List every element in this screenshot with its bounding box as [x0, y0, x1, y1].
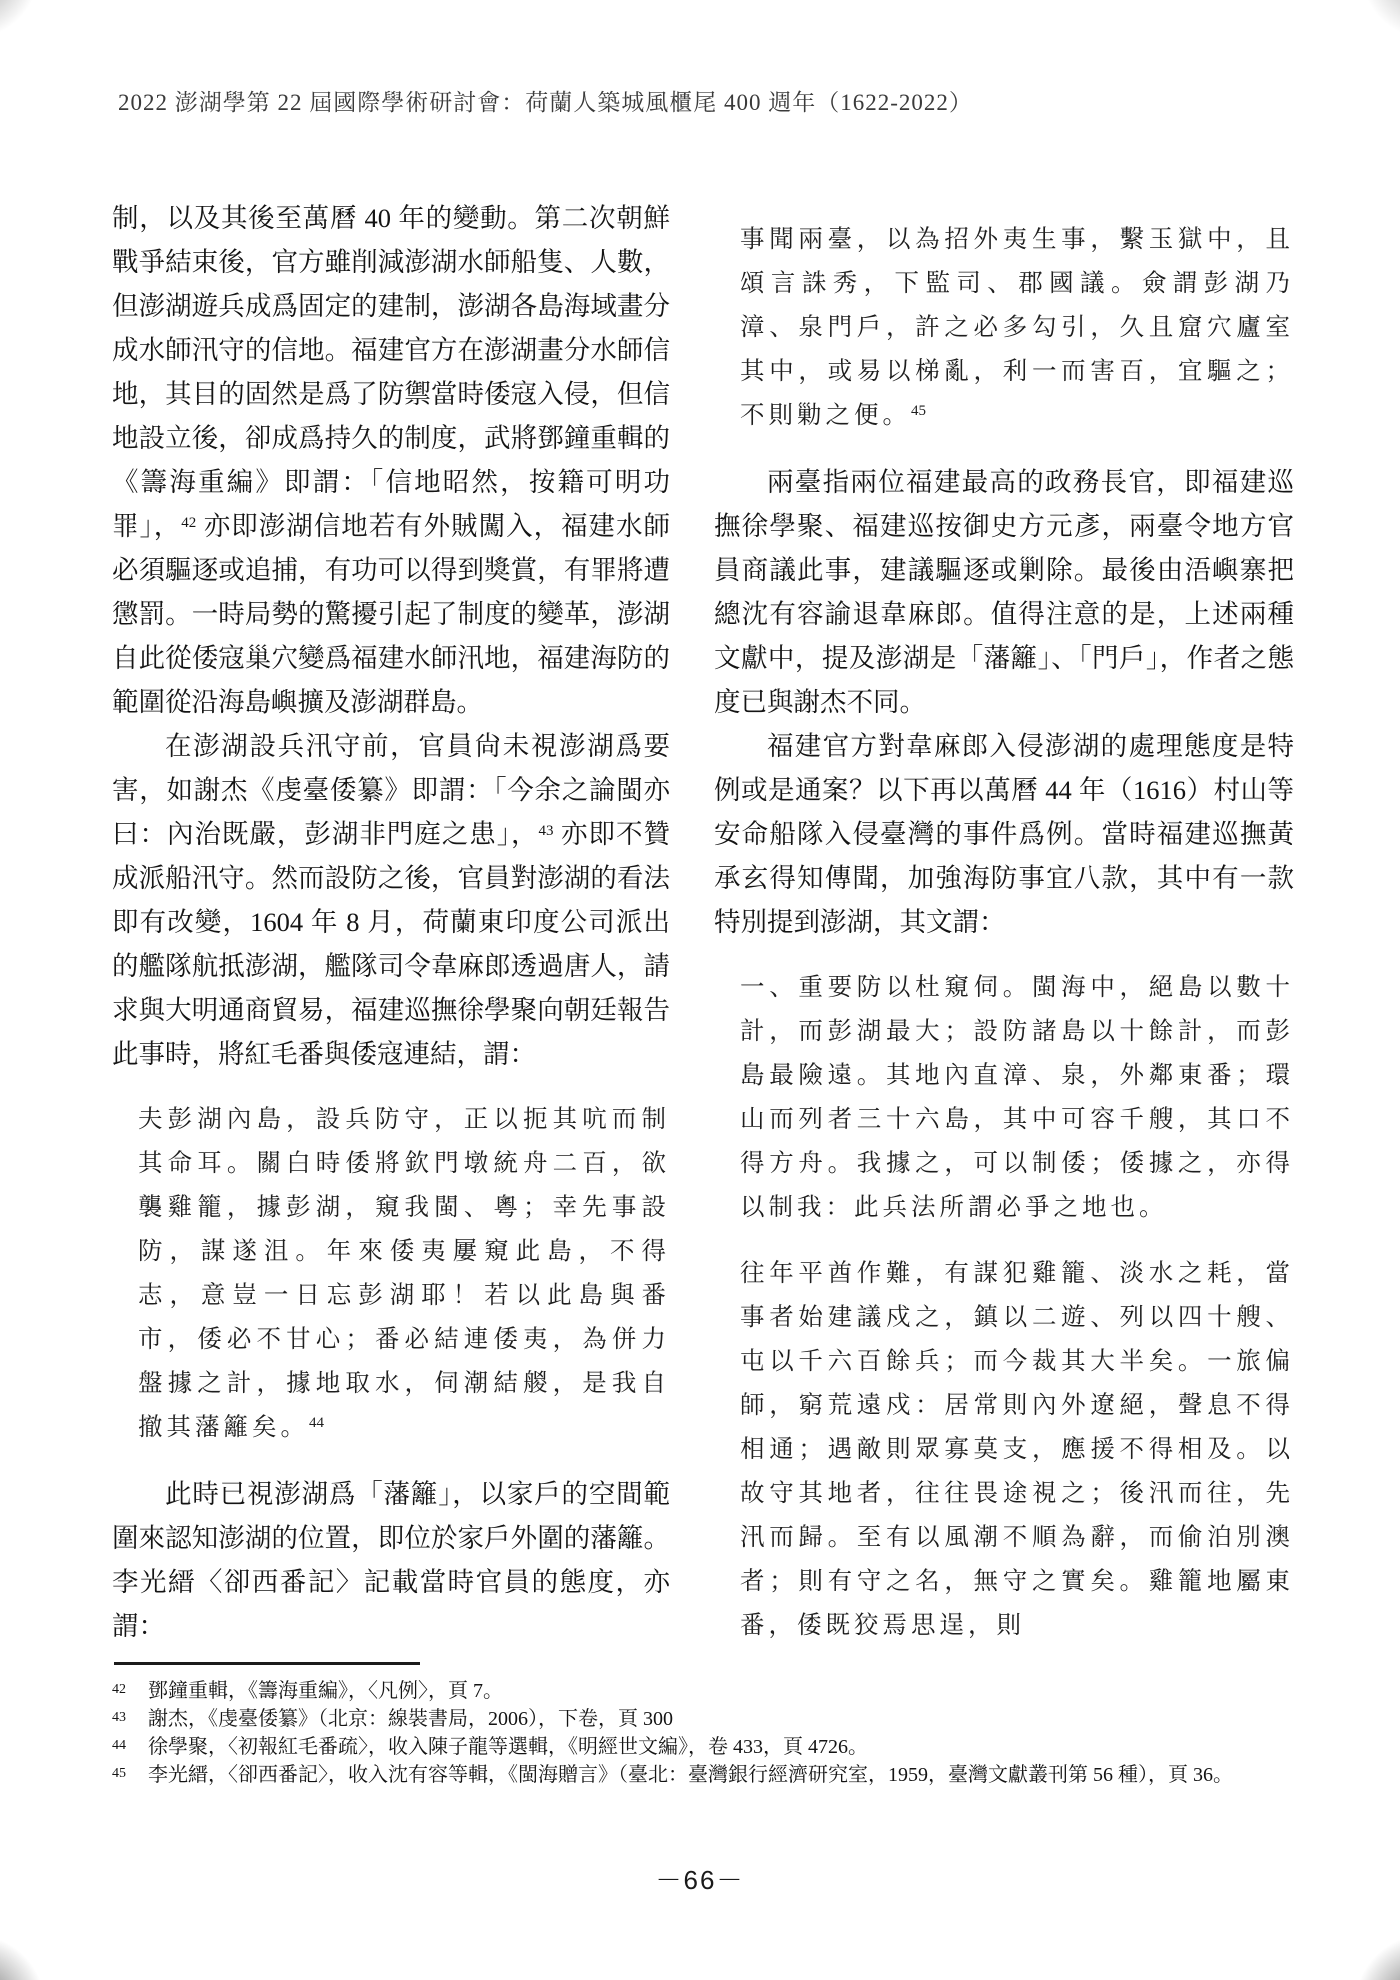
footnote-number: 43	[112, 1710, 126, 1725]
quote-block: 夫彭湖內島，設兵防守，正以扼其吭而制其命耳。關白時倭將欽門墩統舟二百，欲襲雞籠，據彭湖，窺我閩、粵；幸先事設防，謀遂沮。年來倭夷屢窺此島，不得志，意豈一日忘彭湖耶！若以此島與番市，倭必不甘心；番必結連倭夷，為併力盤據之計，據地取水，伺潮結艐，是我自撤其藩籬矣。$^{44}$	[138, 1106, 670, 1441]
footnote-ref: 45	[911, 402, 926, 419]
footnote-list	[112, 1677, 1304, 1789]
footnote-separator	[114, 1662, 420, 1665]
footnote-text: 謝杰，《虔臺倭纂》（北京：線裝書局，2006），下卷，頁 300	[148, 1708, 673, 1730]
footnote-number: 44	[112, 1738, 126, 1753]
scan-artifact-bottom-right	[1356, 1936, 1400, 1980]
footnote-ref: 44	[309, 1414, 324, 1431]
left-column	[112, 196, 670, 1670]
running-header: 2022 澎湖學第 22 屆國際學術研討會：荷蘭人築城風櫃尾 400 週年（1622-2022）	[118, 90, 973, 115]
scan-artifact-bottom-left	[0, 1936, 44, 1980]
footnote-text: 鄧鐘重輯，《籌海重編》，〈凡例〉，頁 7。	[148, 1680, 503, 1702]
body-paragraph: 制，以及其後至萬曆 40 年的變動。第二次朝鮮戰爭結束後，官方雖削減澎湖水師船隻、人數，但澎湖遊兵成爲固定的建制，澎湖各島海域畫分成水師汛守的信地。福建官方在澎湖畫分水師信地，其目的固然是爲了防禦當時倭寇入侵，但信地設立後，卻成爲持久的制度，武將鄧鐘重輯的《籌海重編》即謂：「信地昭然，按籍可明功罪」，$^{42}$ 亦即澎湖信地若有外賊闖入，福建水師必須驅逐或追捕，有功可以得到獎賞，有罪將遭懲罰。一時局勢的驚擾引起了制度的變革，澎湖自此從倭寇巢穴變爲福建水師汛地，福建海防的範圍從沿海島嶼擴及澎湖群島。	[112, 203, 671, 717]
body-paragraph: 此時已視澎湖爲「藩籬」，以家戶的空間範圍來認知澎湖的位置，即位於家戶外圍的藩籬。李光縉〈卻西番記〉記載當時官員的態度，亦謂：	[112, 1479, 670, 1641]
footnote-number: 45	[112, 1766, 126, 1781]
quote-block: 一、重要防以杜窺伺。閩海中，絕島以數十計，而彭湖最大；設防諸島以十餘計，而彭島最險遠。其地內直漳、泉，外鄰東番；環山而列者三十六島，其中可容千艘，其口不得方舟。我據之，可以制倭；倭據之，亦得以制我：此兵法所謂必爭之地也。	[740, 974, 1294, 1221]
page-number: －66－	[655, 1865, 745, 1895]
body-paragraph: 在澎湖設兵汛守前，官員尙未視澎湖爲要害，如謝杰《虔臺倭纂》即謂：「今余之論閩亦曰：內治既嚴，彭湖非門庭之患」，$^{43}$ 亦即不贊成派船汛守。然而設防之後，官員對澎湖的看法即有改變，1604 年 8 月，荷蘭東印度公司派出的艦隊航抵澎湖，艦隊司令韋麻郎透過唐人，請求與大明通商貿易，福建巡撫徐學聚向朝廷報告此事時，將紅毛番與倭寇連結，謂：	[112, 731, 671, 1069]
footnote-item	[112, 1761, 1304, 1789]
footnote-item	[112, 1733, 1304, 1761]
body-paragraph: 兩臺指兩位福建最高的政務長官，即福建巡撫徐學聚、福建巡按御史方元彥，兩臺令地方官員商議此事，建議驅逐或剿除。最後由浯嶼寨把總沈有容諭退韋麻郎。值得注意的是，上述兩種文獻中，提及澎湖是「藩籬」、「門戶」，作者之態度已與謝杰不同。	[714, 467, 1294, 717]
footnote-number: 42	[112, 1682, 126, 1697]
footnote-text: 徐學聚，〈初報紅毛番疏〉，收入陳子龍等選輯，《明經世文編》，卷 433，頁 4726。	[148, 1736, 868, 1758]
right-column	[714, 196, 1294, 1670]
footnote-item	[112, 1705, 1304, 1733]
body-paragraph: 福建官方對韋麻郎入侵澎湖的處理態度是特例或是通案？以下再以萬曆 44 年（1616）村山等安命船隊入侵臺灣的事件爲例。當時福建巡撫黃承玄得知傳聞，加強海防事宜八款，其中有一款特別提到澎湖，其文謂：	[714, 731, 1294, 937]
scan-artifact-top-right	[1360, 0, 1400, 40]
footnote-text: 李光縉，〈卻西番記〉，收入沈有容等輯，《閩海贈言》（臺北：臺灣銀行經濟研究室，1959，臺灣文獻叢刊第 56 種），頁 36。	[148, 1764, 1233, 1786]
text-columns	[112, 196, 1294, 1670]
scan-artifact-top-left	[0, 0, 40, 40]
quote-block: 往年平酋作難，有謀犯雞籠、淡水之耗，當事者始建議戍之，鎮以二遊、列以四十艘、屯以千六百餘兵；而今裁其大半矣。一旅偏師，窮荒遠戍：居常則內外遼絕，聲息不得相通；遇敵則眾寡莫支，應援不得相及。以故守其地者，往往畏途視之；後汛而往，先汛而歸。至有以風潮不順為辭，而偷泊別澳者；則有守之名，無守之實矣。雞籠地屬東番，倭既狡焉思逞，則	[740, 1260, 1294, 1639]
quote-block: 事聞兩臺，以為招外夷生事，繫玉獄中，且頌言誅秀，下監司、郡國議。僉謂彭湖乃漳、泉門戶，許之必多勾引，久且窟穴廬室其中，或易以梯亂，利一而害百，宜驅之；不則勦之便。$^{45}$	[740, 226, 1294, 429]
footnote-ref: 42	[181, 514, 197, 531]
footnote-ref: 43	[538, 822, 554, 839]
footnote-item	[112, 1677, 1304, 1705]
footnotes-section	[112, 1662, 1304, 1789]
